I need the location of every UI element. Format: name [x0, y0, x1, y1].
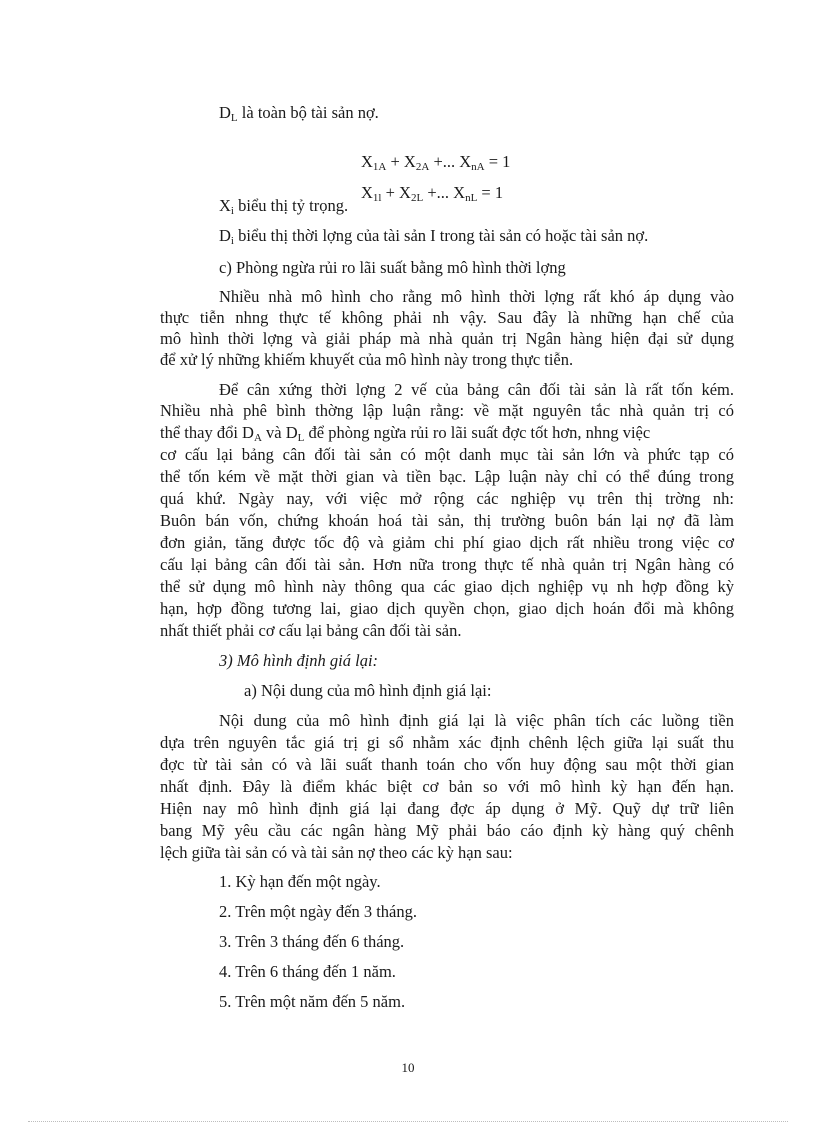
footer-divider	[28, 1121, 788, 1122]
list-item: 5. Trên một năm đến 5 năm.	[219, 992, 406, 1011]
paragraph-line: cơ cấu lại bảng cân đối tài sản có một danh mục tài sản lớn và phức tạp có	[160, 445, 734, 464]
formula-assets: $X_{1A} + X_{2A}$ +... $X_{nA} = 1$	[361, 151, 511, 173]
list-item: 2. Trên một ngày đến 3 tháng.	[219, 902, 417, 921]
page-number: 10	[401, 1060, 415, 1075]
paragraph-line: Nội dung của mô hình định giá lại là việc phân tích các luồng tiền	[219, 711, 734, 730]
paragraph-line: Hiện nay mô hình định giá lại đang đợc áp dụng ở Mỹ. Quỹ dự trữ liên	[160, 799, 734, 818]
formula-liabilities: $X_{1l} + X_{2L}$ +... $X_{nL} = 1$	[361, 182, 504, 204]
paragraph-line: thực tiễn nhng thực tế không phải nh vậy. Sau đây là những hạn chế của	[160, 308, 734, 327]
paragraph-line: mô hình thời lợng và giải pháp mà nhà quản trị Ngân hàng hiện đại sử dụng	[160, 329, 734, 348]
di-definition: $D_i$ biểu thị thời lợng của tài sản I trong tài sản có hoặc tài sản nợ.	[219, 226, 649, 247]
paragraph-line: nhất thiết phải cơ cấu lại bảng cân đối tài sản.	[160, 621, 462, 640]
paragraph-line-with-subscripts: thể thay đổi $D_A$ và $D_L$ để phòng ngừa rủi ro lãi suất đợc tốt hơn, nhng việc	[160, 423, 651, 444]
paragraph-line: thể tốn kém về mặt thời gian và tiền bạc. Lập luận này chỉ có thể đúng trong	[160, 467, 734, 486]
heading-c: c) Phòng ngừa rủi ro lãi suất bằng mô hình thời lợng	[219, 258, 566, 277]
paragraph-line: quá khứ. Ngày nay, với việc mở rộng các nghiệp vụ trên thị trờng nh:	[160, 489, 734, 508]
section-3-heading: 3) Mô hình định giá lại:	[219, 651, 379, 670]
xi-definition: $X_i$ biểu thị tỷ trọng.	[219, 196, 349, 217]
paragraph-line: hạn, hợp đồng tương lai, giao dịch quyền chọn, giao dịch hoán đổi mà không	[160, 599, 734, 618]
paragraph-line: Nhiều nhà mô hình cho rằng mô hình thời lợng rất khó áp dụng vào	[219, 287, 734, 306]
paragraph-line: lệch giữa tài sản có và tài sản nợ theo các kỳ hạn sau:	[160, 843, 513, 862]
paragraph-line: bang Mỹ yêu cầu các ngân hàng Mỹ phải báo cáo định kỳ hàng quý chênh	[160, 821, 734, 840]
paragraph-line: đợc từ tài sản có và lãi suất thanh toán cho vốn huy động sau một thời gian	[160, 755, 734, 774]
paragraph-line: để xử lý những khiếm khuyết của mô hình này trong thực tiễn.	[160, 350, 574, 369]
paragraph-line: nhất định. Đây là điểm khác biệt cơ bản so với mô hình kỳ hạn đến hạn.	[160, 777, 734, 796]
paragraph-line: dựa trên nguyên tắc giá trị gi sổ nhằm xác định chênh lệch giữa lại suất thu	[160, 733, 734, 752]
paragraph-line: Nhiều nhà phê bình thờng lập luận rằng: về mặt nguyên tắc nhà quản trị có	[160, 401, 734, 420]
list-item: 1. Kỳ hạn đến một ngày.	[219, 872, 381, 891]
dl-definition: $D_L$ là toàn bộ tài sản nợ.	[219, 103, 379, 124]
list-item: 3. Trên 3 tháng đến 6 tháng.	[219, 932, 405, 951]
paragraph-line: cấu lại bảng cân đối tài sản. Hơn nữa trong thực tế nhà quản trị Ngân hàng có	[160, 555, 734, 574]
paragraph-line: đơn giản, tăng được tốc độ và giảm chi phí giao dịch rất nhiều trong việc cơ	[160, 533, 734, 552]
subheading-a: a) Nội dung của mô hình định giá lại:	[244, 681, 492, 700]
list-item: 4. Trên 6 tháng đến 1 năm.	[219, 962, 396, 981]
paragraph-line: Để cân xứng thời lợng 2 vế của bảng cân đối tài sản là rất tốn kém.	[219, 380, 734, 399]
paragraph-line: Buôn bán vốn, chứng khoán hoá tài sản, thị trường buôn bán lại nợ đã làm	[160, 511, 734, 530]
paragraph-line: thể sử dụng mô hình này thông qua các giao dịch nghiệp vụ nh hợp đồng kỳ	[160, 577, 734, 596]
